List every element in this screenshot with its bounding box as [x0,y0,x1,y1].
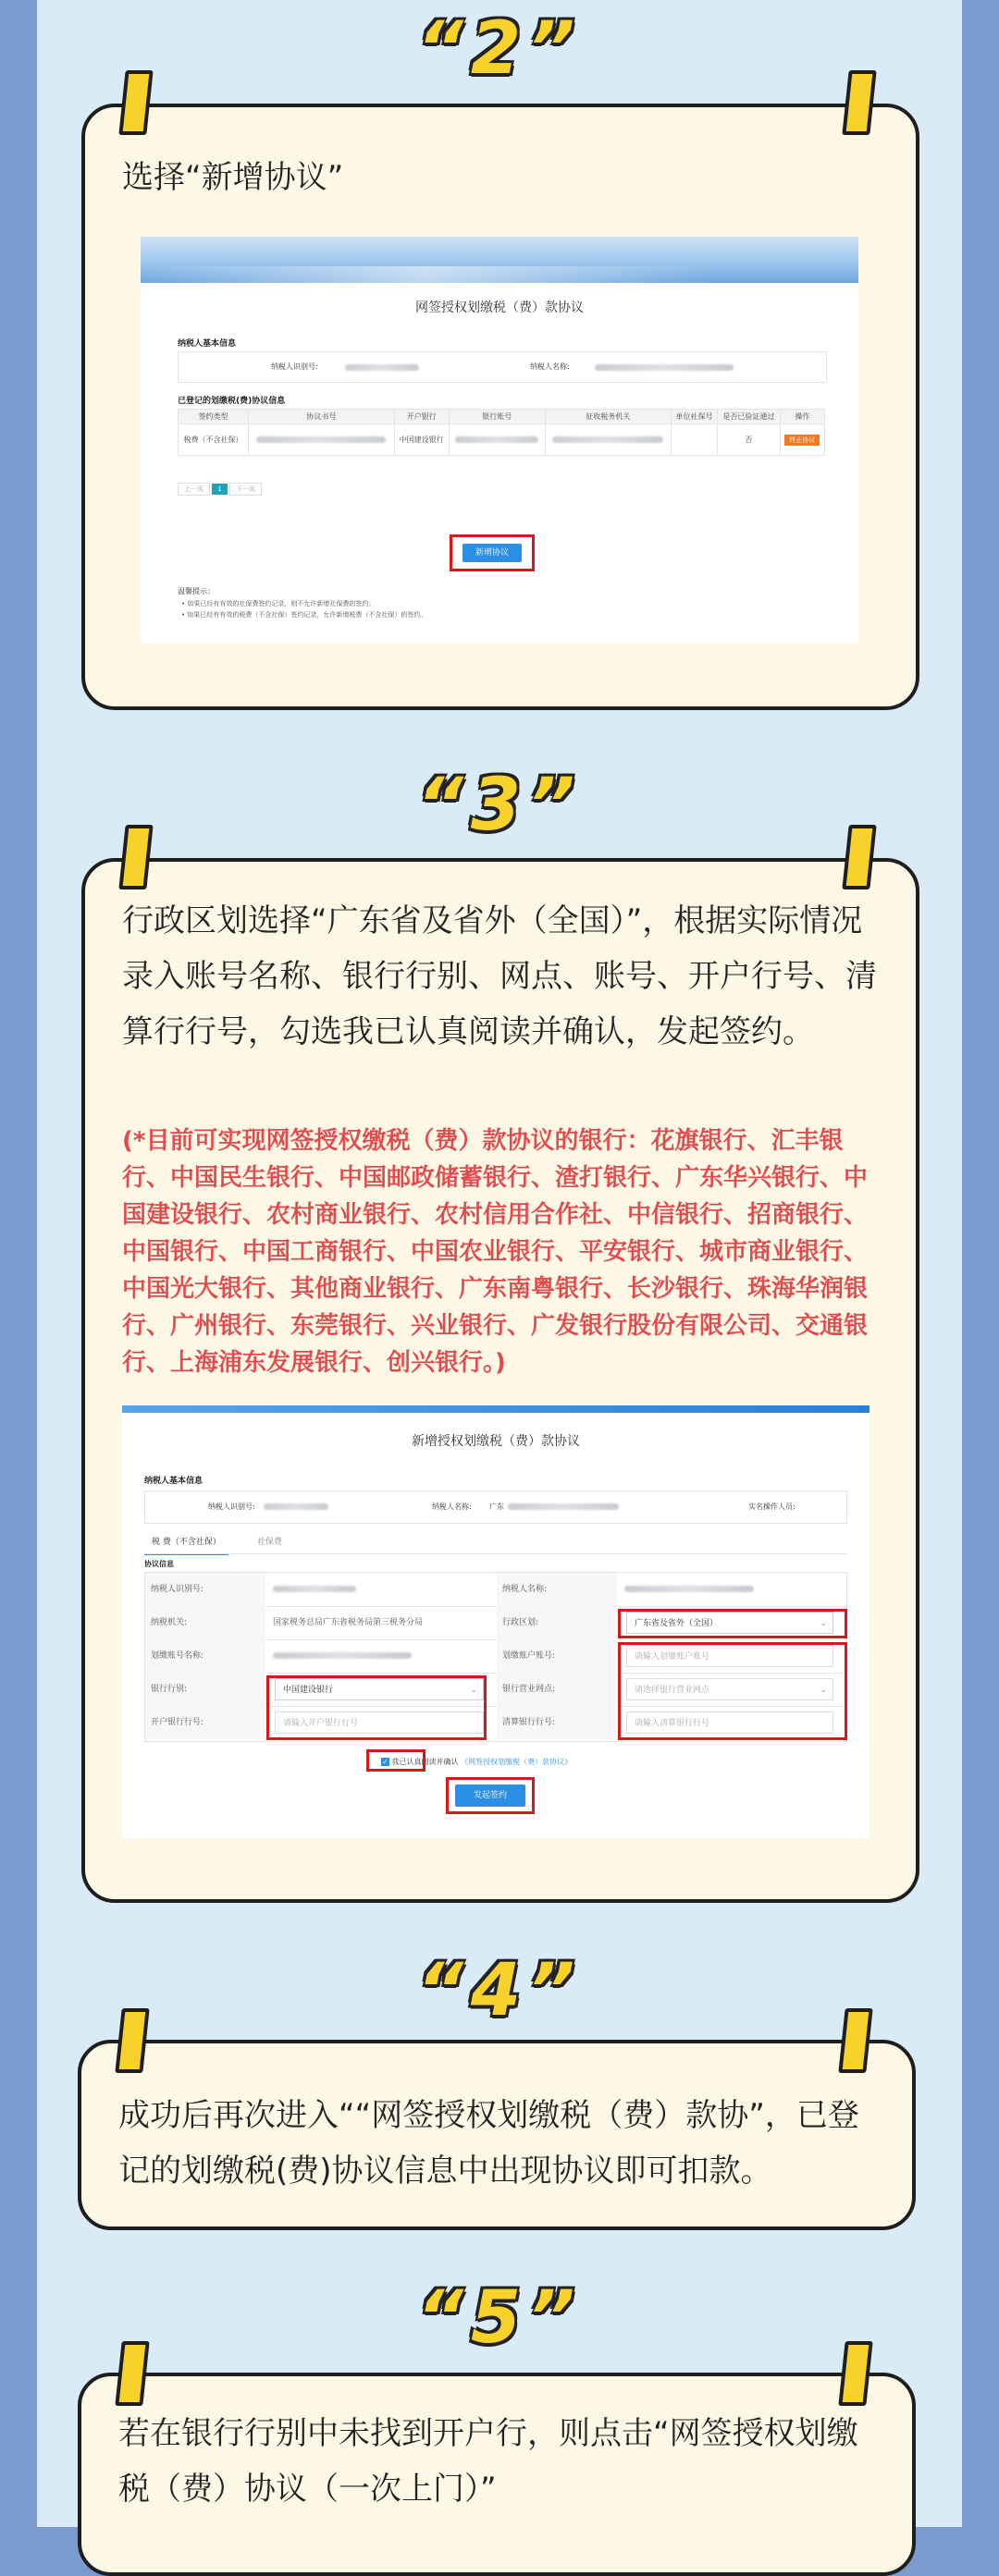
tab-social-insurance[interactable]: 社保费 [257,1538,283,1547]
form-label: 纳税人名称: [497,1573,617,1606]
tip-item: • 如果已经有有效的税费（不含社保）签约记录，允许新增税费（不含社保）的签约。 [181,611,427,619]
supported-banks-note: (*目前可实现网签授权缴税（费）款协议的银行：花旗银行、汇丰银行、中国民生银行、中国邮政储蓄银行、渣打银行、广东华兴银行、中国建设银行、农村商业银行、农村信用合作社、中信银行、招商银行、中国银行、中国工商银行、中国农业银行、平安银行、城市商业银行、中国光大银行、其他商业银行、广东南粤银行、长沙银行、珠海华润银行、广州银行、东莞银行、兴业银行、广发银行股份有限公司、交通银行、上海浦东发展银行、创兴银行。) [122,1127,869,1377]
highlight-box [266,1675,487,1740]
opening-bank-number-input[interactable]: 请输入开户银行行号 [275,1711,484,1734]
form-label: 行政区划: [497,1606,617,1639]
section-registered: 已登记的划缴税(费)协议信息 [178,397,286,406]
step-5-card [78,2373,916,2576]
taxpayer-name-prefix: 广东 [489,1503,504,1511]
consent-checkbox[interactable]: ✓ [382,1758,388,1766]
column-header: 签约类型 [179,410,249,424]
table-cell: 否 [718,424,781,456]
highlight-box [366,1749,426,1772]
submit-signing-button[interactable]: 发起签约 [455,1785,525,1807]
table-header-row [179,410,825,424]
blurred-value [455,436,538,443]
operator-label: 实名操作人员: [748,1503,796,1511]
form-label: 纳税人识别号: [145,1573,265,1606]
blurred-value [595,364,734,371]
step-number-2: “2” [416,7,583,91]
pager-prev[interactable]: 上一页 [178,483,210,496]
column-header: 协议书号 [249,410,395,424]
column-header: 操作 [780,410,824,424]
highlight-box [446,1777,535,1814]
header-banner [141,237,858,283]
form-label: 银行行别: [145,1673,265,1706]
step-number-3: “3” [416,764,583,847]
form-label: 纳税机关: [145,1606,265,1639]
form-value [265,1639,497,1673]
section-basic-info: 纳税人基本信息 [144,1477,204,1486]
form-label: 划缴账号名称: [145,1639,265,1673]
step-3-screenshot [122,1405,870,1838]
section-basic-info: 纳税人基本信息 [178,339,237,349]
blurred-value [552,436,663,443]
blurred-value [273,1586,356,1592]
blurred-value [624,1586,754,1592]
step-3-instruction: 行政区划选择“广东省及省外（全国）”，根据实际情况录入账号名称、银行行别、网点、账号、开户行号、清算行行号，勾选我已认真阅读并确认，发起签约。 [122,902,877,1050]
step-2-screenshot [141,237,858,644]
table-cell: 中国建设银行 [394,424,449,456]
step-4-instruction: 成功后再次进入““网签授权划缴税（费）款协”，已登记的划缴税(费)协议信息中出现协议即可扣款。 [118,2097,859,2190]
chevron-down-icon: ⌄ [820,1686,827,1695]
step-number-4: “4” [416,1949,583,2032]
chevron-down-icon: ⌄ [820,1619,827,1628]
chevron-down-icon: ⌄ [470,1686,477,1695]
bank-type-value: 中国建设银行 [283,1686,334,1695]
tab-tax[interactable]: 税 费（不含社保） [144,1531,228,1555]
column-header: 是否已验证通过 [718,410,781,424]
column-header: 银行账号 [449,410,545,424]
table-cell [545,424,671,456]
form-value [617,1573,848,1606]
add-agreement-button[interactable]: 新增协议 [462,544,522,562]
tab-divider [144,1553,847,1554]
clearing-bank-number-input[interactable]: 请输入清算银行行号 [626,1711,833,1734]
column-header: 单位社保号 [671,410,717,424]
blurred-value [508,1503,619,1510]
section-agreement: 协议信息 [144,1560,174,1568]
page-title: 新增授权划缴税（费）款协议 [412,1434,580,1449]
region-select-value: 广东省及省外（全国） [635,1619,719,1628]
page-title: 网签授权划缴税（费）款协议 [415,301,584,315]
agreement-link[interactable]: 《网签授权划缴税（费）款协议》 [461,1758,573,1766]
table-row [179,424,825,456]
pager-next[interactable]: 下一页 [229,483,262,496]
terminate-agreement-button[interactable]: 终止协议 [784,435,820,446]
step-number-5: “5” [416,2276,583,2360]
form-label: 银行营业网点: [497,1673,617,1706]
step-4-card [78,2040,916,2230]
column-header: 征收税务机关 [545,410,671,424]
table-cell [671,424,717,456]
tax-authority-value: 国家税务总局广东省税务局第三税务分局 [273,1618,424,1627]
consent-text: 我已认真阅读并确认 [391,1758,459,1766]
pager [178,485,262,494]
table-cell [449,424,545,456]
basic-info-box [178,351,827,383]
step-2-instruction: 选择“新增协议” [122,159,344,196]
form-row [145,1573,846,1607]
table-cell [780,424,824,456]
tips-title: 温馨提示： [178,587,215,595]
taxpayer-name-label: 纳税人名称: [432,1503,472,1511]
taxpayer-id-label: 纳税人识别号: [271,362,318,371]
account-number-input[interactable]: 请输入划缴账户账号 [626,1645,833,1667]
step-5-instruction: 若在银行行别中未找到开户行，则点击“网签授权划缴税（费）协议（一次上门）” [118,2415,858,2508]
form-value [265,1573,497,1606]
table-cell: 税费（不含社保） [179,424,249,456]
column-header: 开户银行 [394,410,449,424]
taxpayer-id-label: 纳税人识别号: [208,1503,255,1511]
blurred-value [256,436,386,443]
pager-current[interactable]: 1 [212,484,227,495]
blurred-value [273,1652,412,1659]
step-2-card [81,104,919,710]
taxpayer-name-label: 纳税人名称: [530,362,570,371]
step-3-card [81,858,919,1903]
form-label: 开户银行行号: [145,1706,265,1739]
tip-item: • 如果已经有有效的社保费签约记录，则不允许新增社保费的签约； [181,600,376,607]
form-label: 清算银行行号: [497,1706,617,1739]
highlight-box [450,534,535,571]
blurred-value [264,1503,328,1510]
agreement-table [178,409,825,456]
highlight-box [618,1642,847,1740]
basic-info-box [144,1490,847,1524]
table-cell [249,424,395,456]
header-strip [122,1405,870,1413]
highlight-box [618,1609,847,1638]
bank-branch-placeholder: 请选择银行营业网点 [635,1686,710,1695]
form-label: 划缴账户账号: [497,1639,617,1673]
blurred-value [345,364,419,371]
